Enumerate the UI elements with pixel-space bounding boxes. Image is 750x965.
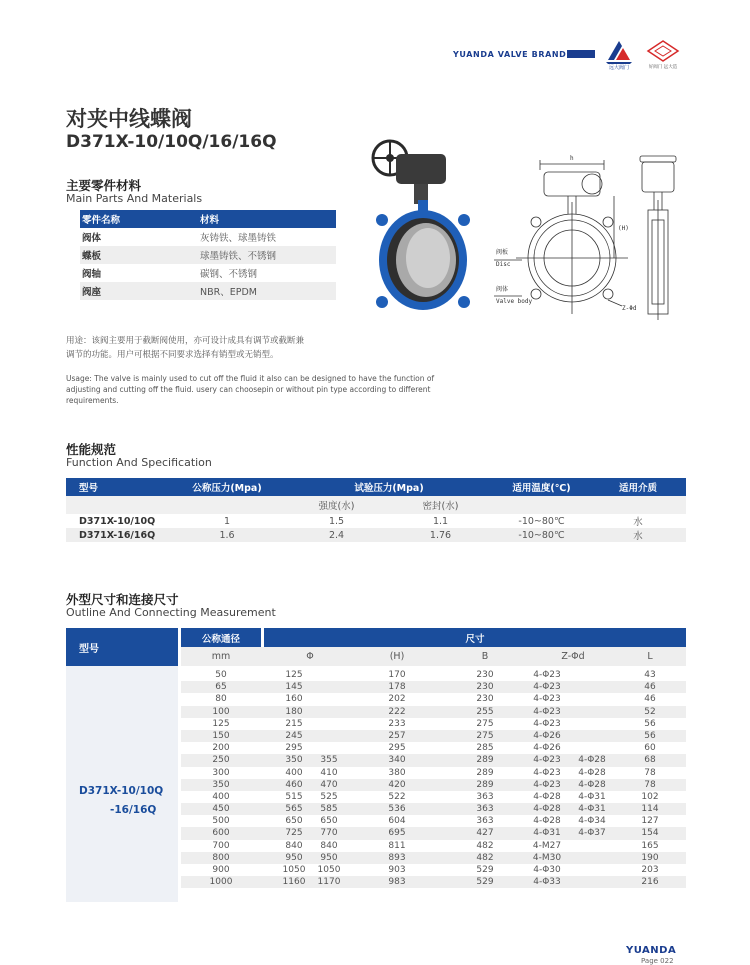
dim-cell-l: 56 [644,730,656,741]
spec-medium: 水 [633,517,643,528]
dim-cell-dn: 1000 [209,877,233,888]
dim-cell-l: 203 [641,865,659,875]
dim-cell-z1: 4-Φ23 [533,755,561,766]
part-material: 球墨铸铁、不锈钢 [198,246,336,264]
dim-cell-z2: 4-Φ28 [578,767,606,778]
dim-cell-phi1: 460 [285,779,303,790]
dim-sub-b: B [481,651,489,662]
spec-header-temp: 适用温度(℃) [493,478,590,496]
dim-cell-b: 230 [476,670,494,680]
valve-photo-icon [368,136,478,322]
table-row [181,803,686,815]
part-name: 阀座 [80,282,198,300]
dim-cell-l: 68 [644,755,656,766]
spec-header-medium: 适用介质 [590,478,686,496]
table-row [181,718,686,730]
dim-cell-h: 233 [388,718,406,729]
dim-section-title-en: Outline And Connecting Measurement [66,606,276,619]
dim-cell-b: 230 [476,694,494,705]
dim-cell-b: 363 [476,791,494,802]
dim-cell-b: 275 [476,730,494,741]
usage-en-line1: Usage: The valve is mainly used to cut off the fluid it also can be designed to have the function of [66,374,435,383]
dim-cell-z2: 4-Φ37 [578,828,606,839]
dim-cell-phi1: 1050 [282,865,306,875]
spec-seal: 1.1 [432,515,449,527]
dim-cell-phi1: 160 [285,694,303,705]
dim-cell-z1: 4-Φ28 [533,816,561,827]
diamond-logo-icon [640,38,686,70]
dim-section-title-cn: 外型尺寸和连接尺寸 [66,592,179,607]
brand-bar [567,50,595,58]
dim-cell-z1: 4-Φ23 [533,779,561,790]
dim-cell-h: 340 [388,755,406,766]
dim-cell-l: 78 [644,779,656,790]
part-name: 阀体 [82,233,102,244]
dim-sub-l: L [647,651,653,662]
parts-section-title-en: Main Parts And Materials [66,192,203,205]
spec-seal: 1.76 [388,528,493,542]
dim-cell-dn: 500 [212,816,230,827]
dim-cell-h: 178 [388,682,406,693]
parts-header-name: 零件名称 [80,210,198,228]
page-number: Page 022 [641,957,674,965]
dim-cell-phi2: 1050 [317,865,341,875]
dim-header-dn: 公称通径 [181,628,261,647]
dim-cell-z1: 4-M30 [532,852,562,863]
dim-cell-b: 482 [476,840,494,851]
spec-header-test: 试验压力(Mpa) [285,478,493,496]
dim-cell-h: 604 [388,816,406,827]
dim-h-label: h [570,155,574,162]
part-material: NBR、EPDM [198,282,336,300]
part-material: 灰铸铁、球墨铸铁 [200,233,277,244]
dim-cell-h: 903 [388,865,406,875]
spec-medium: 水 [590,528,686,542]
dim-cell-z1: 4-M27 [532,840,562,851]
dim-cell-dn: 250 [212,755,230,766]
parts-section-title-cn: 主要零件材料 [66,178,142,193]
dim-sub-phi: Φ [306,651,314,662]
dim-cell-dn: 700 [212,840,230,851]
part-name: 蝶板 [80,246,198,264]
dim-cell-dn: 80 [215,694,227,705]
dim-header-model: 型号 [66,628,178,666]
dim-cell-phi1: 125 [285,670,303,680]
dim-cell-l: 114 [641,804,659,815]
dim-model-cell [66,666,178,902]
dim-cell-h: 295 [388,743,406,754]
dim-cell-b: 275 [476,718,494,729]
dim-cell-phi2: 525 [320,791,338,802]
dim-cell-b: 427 [476,828,494,839]
dim-cell-phi2: 950 [320,852,338,863]
disc-label-cn: 阀板 [496,249,509,256]
dim-cell-phi1: 950 [285,852,303,863]
dim-rows [181,669,686,888]
dim-cell-dn: 125 [212,718,230,729]
table-row [181,754,686,766]
dim-cell-l: 78 [644,767,656,778]
dim-cell-phi2: 770 [320,828,338,839]
table-row [181,852,686,864]
dim-cell-l: 190 [641,852,659,863]
spec-sub-strength: 强度(水) [285,496,388,514]
dim-cell-phi1: 400 [285,767,303,778]
dim-cell-phi1: 650 [285,816,303,827]
dim-cell-phi1: 215 [285,718,303,729]
dim-cell-b: 289 [476,779,494,790]
dim-cell-b: 289 [476,755,494,766]
table-row [181,815,686,827]
table-row [181,876,686,888]
dim-cell-l: 43 [644,670,656,680]
dim-cell-dn: 150 [212,730,230,741]
parts-header-material: 材料 [198,210,336,228]
dim-header-size: 尺寸 [264,628,686,647]
body-label-en: Valve body [496,298,533,305]
dim-cell-z1: 4-Φ26 [533,730,561,741]
logo2-caption: 好阀门 远大造 [648,65,678,70]
dim-cell-phi2: 410 [320,767,338,778]
dim-cell-b: 529 [476,865,494,875]
dim-cell-l: 216 [641,877,659,888]
dim-cell-h: 202 [388,694,406,705]
table-row [181,864,686,876]
spec-strength: 2.4 [285,528,388,542]
dim-cell-b: 285 [476,743,494,754]
dim-cell-phi2: 840 [320,840,338,851]
dim-cell-z1: 4-Φ23 [533,670,561,680]
disc-label-en: Disc [496,261,511,268]
dim-cell-h: 170 [388,670,406,680]
dim-cell-dn: 350 [212,779,230,790]
dim-cell-dn: 100 [212,706,230,717]
dim-cell-dn: 200 [212,743,230,754]
dim-sub-mm: mm [211,651,231,662]
spec-pn: 1 [223,515,231,527]
spec-temp: -10~80℃ [518,515,565,527]
dim-cell-phi2: 1170 [317,877,341,888]
usage-en-line2: adjusting and cutting off the fluid. usery can choosepin or without pin type according to different [66,385,431,394]
dim-cell-z2: 4-Φ31 [578,804,606,815]
table-row [181,827,686,839]
dim-cell-b: 289 [476,767,494,778]
dim-sub-z: Z-Φd [561,651,585,662]
dim-cell-dn: 900 [212,865,230,875]
table-row [181,706,686,718]
dim-cell-b: 230 [476,682,494,693]
dim-cell-phi1: 145 [285,682,303,693]
dim-subheader-row [181,647,686,666]
spec-table [66,478,686,542]
table-row [181,742,686,754]
footer-brand: YUANDA [626,945,677,956]
dim-cell-l: 127 [641,816,659,827]
table-row [80,264,336,282]
dim-cell-dn: 450 [212,804,230,815]
spec-section-title-cn: 性能规范 [66,442,117,457]
dim-cell-z1: 4-Φ23 [533,706,561,717]
dim-cell-dn: 300 [212,767,230,778]
dimension-table [66,628,686,902]
dim-cell-z1: 4-Φ26 [533,743,561,754]
spec-temp: -10~80℃ [493,528,590,542]
dim-cell-dn: 50 [215,670,227,680]
spec-header-pn: 公称压力(Mpa) [169,478,285,496]
dim-cell-h: 522 [388,791,406,802]
dim-cell-phi2: 355 [320,755,338,766]
dim-cell-phi1: 295 [285,743,303,754]
technical-drawing-icon [492,150,692,328]
parts-table [80,210,336,300]
model-title: D371X-10/10Q/16/16Q [66,132,277,152]
dim-cell-phi2: 585 [320,804,338,815]
dim-cell-b: 482 [476,852,494,863]
dim-cell-phi1: 180 [285,706,303,717]
dim-cell-z2: 4-Φ31 [578,791,606,802]
dim-cell-l: 165 [641,840,659,851]
dim-cell-phi1: 350 [285,755,303,766]
dim-cell-h: 222 [388,706,406,717]
table-row [181,669,686,681]
dim-cell-phi1: 245 [285,730,303,741]
dim-cell-dn: 400 [212,791,230,802]
table-row [181,779,686,791]
yuanda-logo-icon [602,38,636,70]
dim-model-line2: -16/16Q [110,804,157,816]
part-name: 阀轴 [82,269,102,280]
logo1-caption: 远大阀门 [608,65,630,70]
dim-cell-phi1: 515 [285,791,303,802]
dim-cell-z2: 4-Φ28 [578,779,606,790]
table-row [181,840,686,852]
usage-en-line3: requirements. [66,396,119,405]
dim-cell-h: 695 [388,828,406,839]
dim-cell-h: 893 [388,852,406,863]
brand-text: YUANDA VALVE BRAND [453,50,567,59]
table-row [66,514,686,528]
dim-cell-b: 255 [476,706,494,717]
dim-cell-h: 811 [388,840,406,851]
dim-sub-h: (H) [389,651,405,662]
dim-model-line1: D371X-10/10Q [79,785,164,797]
dim-cell-z1: 4-Φ23 [533,694,561,705]
spec-pn: 1.6 [169,528,285,542]
dim-cell-h: 536 [388,804,406,815]
dim-cell-z1: 4-Φ23 [533,767,561,778]
dim-cell-l: 52 [644,706,656,717]
dim-cell-h: 257 [388,730,406,741]
dim-cell-phi1: 1160 [282,877,306,888]
dim-cell-l: 56 [644,718,656,729]
table-row [181,681,686,693]
dim-cell-z1: 4-Φ28 [533,804,561,815]
page-title: 对夹中线蝶阀 [66,107,192,131]
dim-cell-z1: 4-Φ28 [533,791,561,802]
body-label-cn: 阀体 [496,286,509,293]
usage-cn-line2: 调节的功能。用户可根据不同要求选择有销型或无销型。 [66,350,279,360]
spec-sub-seal: 密封(水) [388,496,493,514]
dim-hh-label: (H) [618,225,629,232]
dim-cell-phi1: 725 [285,828,303,839]
dim-cell-dn: 600 [212,828,230,839]
dim-cell-phi2: 650 [320,816,338,827]
dim-cell-phi1: 840 [285,840,303,851]
dim-cell-b: 363 [476,804,494,815]
dim-cell-phi1: 565 [285,804,303,815]
spec-strength: 1.5 [328,515,345,527]
table-row [80,228,336,246]
dim-cell-l: 154 [641,828,659,839]
table-row [181,730,686,742]
part-material: 碳钢、不锈钢 [200,269,258,280]
dim-cell-z2: 4-Φ34 [578,816,606,827]
dim-cell-z1: 4-Φ23 [533,682,561,693]
dim-cell-z2: 4-Φ28 [578,755,606,766]
dim-cell-z1: 4-Φ23 [533,718,561,729]
dim-cell-b: 363 [476,816,494,827]
dim-cell-h: 983 [388,877,406,888]
dim-z-label: Z-Φd [622,305,637,312]
dim-cell-dn: 65 [215,682,227,693]
dim-cell-l: 46 [644,694,656,705]
dim-cell-h: 420 [388,779,406,790]
dim-cell-b: 529 [476,877,494,888]
spec-model: D371X-10/10Q [79,515,156,527]
dim-cell-l: 102 [641,791,659,802]
table-row [66,528,686,542]
usage-cn-line1: 用途：该阀主要用于截断阀使用，亦可设计成具有调节或截断兼 [66,336,305,346]
dim-cell-l: 46 [644,682,656,693]
dim-cell-h: 380 [388,767,406,778]
dim-cell-z1: 4-Φ33 [533,877,561,888]
dim-cell-dn: 800 [212,852,230,863]
table-row [181,767,686,779]
dim-cell-z1: 4-Φ31 [533,828,561,839]
table-row [80,282,336,300]
spec-model: D371X-16/16Q [66,528,169,542]
table-row [80,246,336,264]
spec-header-model: 型号 [66,478,169,496]
dim-cell-phi2: 470 [320,779,338,790]
spec-section-title-en: Function And Specification [66,456,212,469]
table-row [181,693,686,705]
dim-cell-z1: 4-Φ30 [533,865,561,875]
table-row [181,791,686,803]
dim-cell-l: 60 [644,743,656,754]
